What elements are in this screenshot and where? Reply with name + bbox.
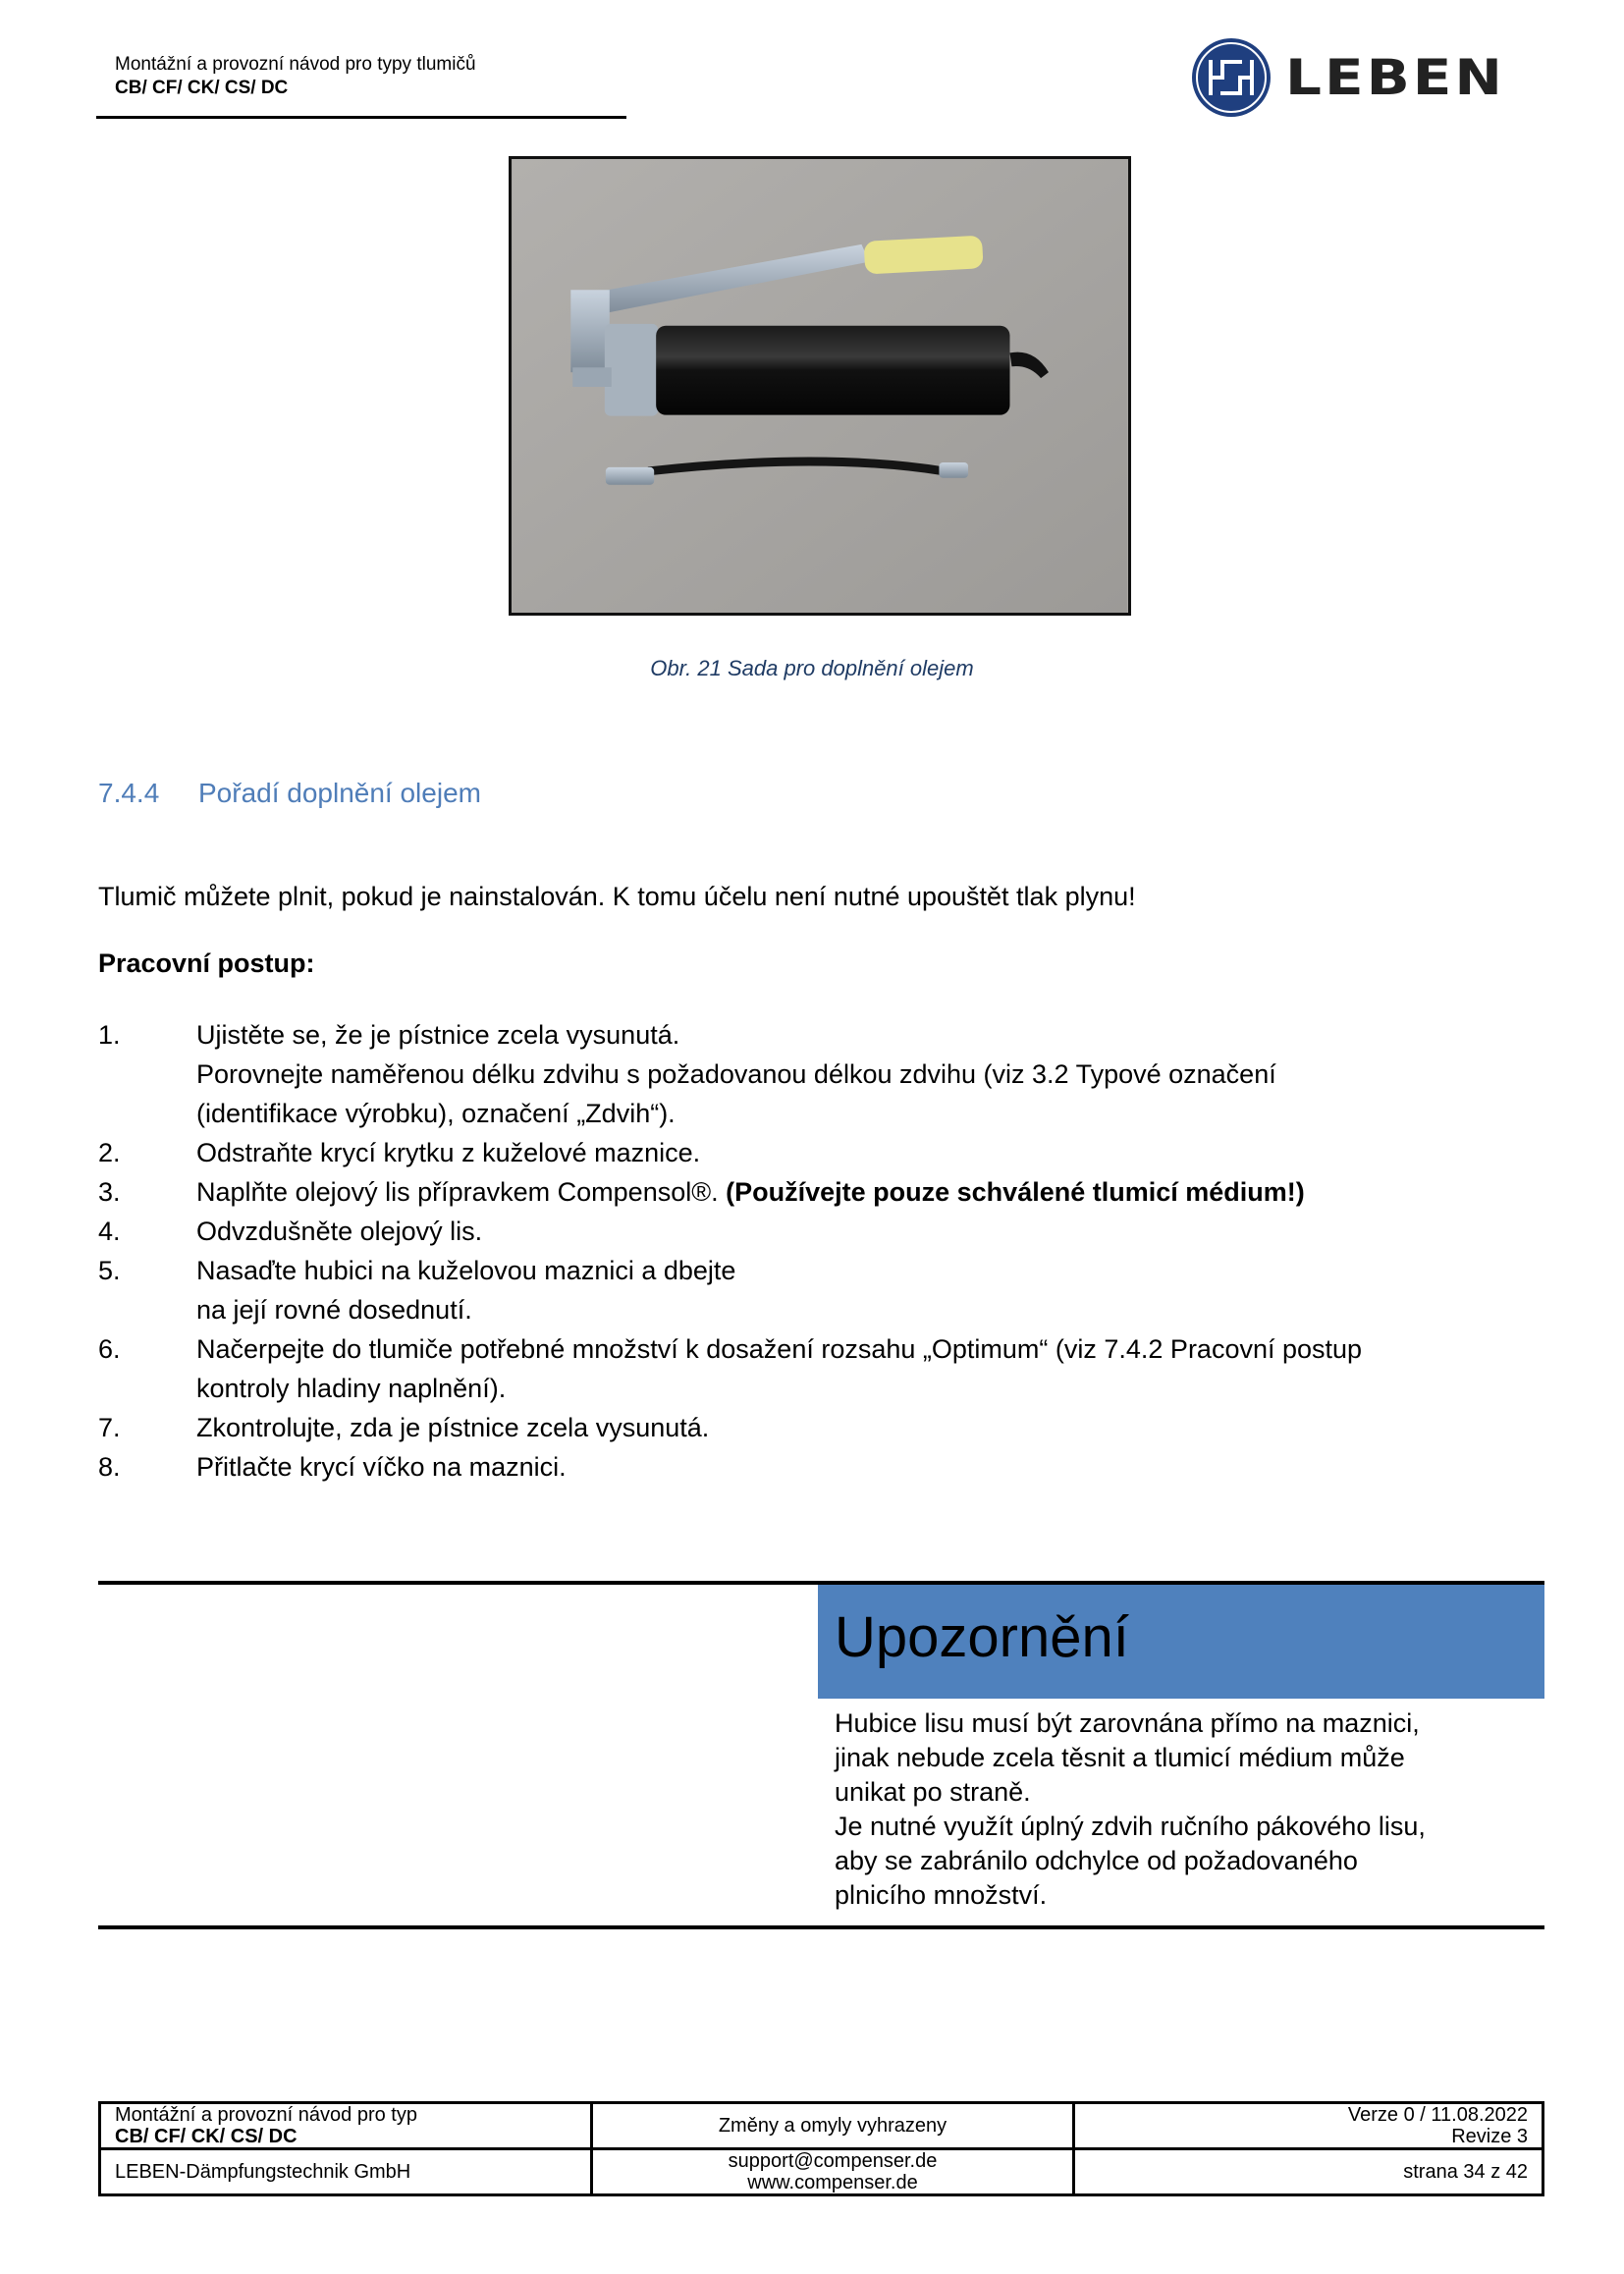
step-warning-emphasis: (Používejte pouze schválené tlumicí médium!) bbox=[726, 1177, 1305, 1207]
warning-line: unikat po straně. bbox=[835, 1777, 1031, 1807]
step-number: 7. bbox=[98, 1413, 121, 1442]
footer-row bbox=[100, 2149, 1543, 2195]
step-item bbox=[98, 1251, 1551, 1329]
footer-company: LEBEN-Dämpfungstechnik GmbH bbox=[100, 2149, 592, 2195]
step-text bbox=[196, 1172, 1305, 1212]
step-item bbox=[98, 1133, 1551, 1172]
step-number: 4. bbox=[98, 1217, 121, 1246]
warning-body bbox=[835, 1706, 1542, 1913]
step-text bbox=[196, 1251, 735, 1329]
footer-row bbox=[100, 2103, 1543, 2149]
procedure-steps bbox=[98, 1015, 1551, 1487]
intro-paragraph: Tlumič můžete plnit, pokud je nainstalován. K tomu účelu není nutné upouštět tlak plynu! bbox=[98, 882, 1136, 911]
warning-bottom-rule bbox=[98, 1925, 1544, 1929]
footer-doc-title: Montážní a provozní návod pro typ bbox=[115, 2104, 417, 2126]
warning-line: Je nutné využít úplný zdvih ručního pákového lisu, bbox=[835, 1812, 1426, 1841]
section-title: Pořadí doplnění olejem bbox=[198, 778, 481, 808]
step-item bbox=[98, 1329, 1551, 1408]
footer-revision: Revize 3 bbox=[1451, 2126, 1528, 2147]
step-item bbox=[98, 1172, 1551, 1212]
leben-emblem-icon bbox=[1191, 37, 1272, 118]
step-line: Zkontrolujte, zda je pístnice zcela vysunutá. bbox=[196, 1413, 710, 1442]
leben-logo bbox=[1191, 37, 1505, 118]
step-text bbox=[196, 1133, 700, 1172]
footer-email-link[interactable]: support@compenser.de bbox=[728, 2150, 938, 2172]
step-line: (identifikace výrobku), označení „Zdvih“). bbox=[196, 1099, 676, 1128]
step-line: Přitlačte krycí víčko na maznici. bbox=[196, 1452, 567, 1482]
header-rule bbox=[96, 116, 626, 119]
footer-contact-cell bbox=[592, 2149, 1074, 2195]
step-item bbox=[98, 1408, 1551, 1447]
step-line: kontroly hladiny naplnění). bbox=[196, 1374, 507, 1403]
footer-doc-title-cell bbox=[100, 2103, 592, 2149]
warning-line: aby se zabránilo odchylce od požadovaného bbox=[835, 1846, 1358, 1875]
step-number: 1. bbox=[98, 1020, 121, 1050]
step-line: Odvzdušněte olejový lis. bbox=[196, 1217, 483, 1246]
footer-doc-types: CB/ CF/ CK/ CS/ DC bbox=[115, 2126, 298, 2147]
step-line: Načerpejte do tlumiče potřebné množství k dosažení rozsahu „Optimum“ (viz 7.4.2 Pracovní postup bbox=[196, 1334, 1363, 1364]
footer-website-link[interactable]: www.compenser.de bbox=[747, 2172, 918, 2193]
warning-title: Upozornění bbox=[835, 1605, 1129, 1669]
page-footer bbox=[98, 2101, 1544, 2196]
warning-line: jinak nebude zcela těsnit a tlumicí médium může bbox=[835, 1743, 1405, 1772]
footer-page-number: strana 34 z 42 bbox=[1074, 2149, 1543, 2195]
grease-gun-photo bbox=[512, 159, 1128, 613]
step-line: Ujistěte se, že je pístnice zcela vysunutá. bbox=[196, 1020, 680, 1050]
footer-version-cell bbox=[1074, 2103, 1543, 2149]
document-header bbox=[115, 53, 476, 100]
step-number: 2. bbox=[98, 1138, 121, 1167]
step-item bbox=[98, 1212, 1551, 1251]
footer-version: Verze 0 / 11.08.2022 bbox=[1347, 2104, 1528, 2126]
section-number: 7.4.4 bbox=[98, 778, 160, 808]
step-text bbox=[196, 1408, 709, 1447]
step-line: Porovnejte naměřenou délku zdvihu s požadovanou délkou zdvihu (viz 3.2 Typové označení bbox=[196, 1059, 1276, 1089]
warning-line: Hubice lisu musí být zarovnána přímo na maznici, bbox=[835, 1708, 1420, 1738]
step-line: na její rovné dosednutí. bbox=[196, 1295, 472, 1325]
header-title: Montážní a provozní návod pro typy tlumičů bbox=[115, 54, 476, 75]
procedure-heading: Pracovní postup: bbox=[98, 948, 315, 978]
header-types: CB/ CF/ CK/ CS/ DC bbox=[115, 78, 289, 98]
step-text bbox=[196, 1329, 1362, 1408]
step-item bbox=[98, 1447, 1551, 1487]
step-text bbox=[196, 1015, 1276, 1133]
step-number: 5. bbox=[98, 1256, 121, 1285]
step-item bbox=[98, 1015, 1551, 1133]
step-number: 8. bbox=[98, 1452, 121, 1482]
warning-line: plnicího množství. bbox=[835, 1880, 1048, 1910]
step-line: Naplňte olejový lis přípravkem Compensol®. bbox=[196, 1177, 727, 1207]
step-number: 6. bbox=[98, 1334, 121, 1364]
figure-caption: Obr. 21 Sada pro doplnění olejem bbox=[650, 656, 974, 680]
step-line: Odstraňte krycí krytku z kuželové maznice. bbox=[196, 1138, 701, 1167]
section-heading bbox=[98, 778, 481, 809]
step-line: Nasaďte hubici na kuželovou maznici a dbejte bbox=[196, 1256, 736, 1285]
figure-photo bbox=[509, 156, 1131, 616]
step-text bbox=[196, 1447, 567, 1487]
step-number: 3. bbox=[98, 1177, 121, 1207]
step-text bbox=[196, 1212, 482, 1251]
logo-wordmark: LEBEN bbox=[1285, 48, 1505, 107]
footer-disclaimer: Změny a omyly vyhrazeny bbox=[592, 2103, 1074, 2149]
